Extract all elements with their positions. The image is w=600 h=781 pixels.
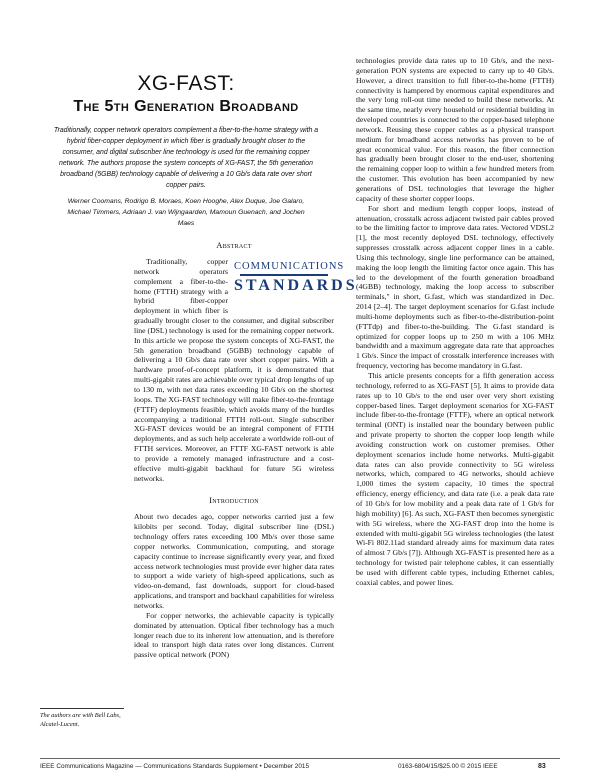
logo-bottom-text: STANDARDS — [234, 277, 358, 294]
body-paragraph-2: For short and medium length copper loops, instead of attenuation, crosstalk across adjacent twisted pair cables proved to be the limiting factor to improve data rates. Vectored VDSL2 [1], the most recently deployed DSL technology, effectively suppresses crosstalk across adjacent copper lines in a cable. Using this technology, single line performance can be attained, making the loop length the limiting factor once again. This has led to the development of the fourth generation broadband (4GBB) technology, making the loop access to subscriber terminals," in short, G.fast, which was standardized in Dec. 2014 [2–4]. The target deployment scenarios for G.fast include multi-home deployments such as fiber-to-the-distribution-point (FTTdp) and fiber-to-the-building. The G.fast standard is optimized for copper loops up to 250 m with a 106 MHz bandwidth and a maximum aggregate data rate that approaches 1 Gb/s. Since the impact of crosstalk interference increases with frequency, vectoring has become mandatory in G.fast. — [356, 203, 554, 371]
footer-journal: IEEE Communications Magazine — Communications Standards Supplement • December 2015 — [40, 763, 309, 770]
body-paragraph-1: technologies provide data rates up to 10 Gb/s, and the next-generation PON systems are expected to carry up to 40 Gb/s. However, a direct transition to full fiber-to-the-home (FTTH) connectivity is hampered by enormous capital expenditures and the very long roll-out time needed to build these networks. At the same time, nearly every household or residential building in developed countries is connected to the copper-based telephone network. Reusing these copper cables as a physical transport medium for broadband access networks has proven to be of great economical value. For this reason, the fiber connection has gradually been brought closer to the end-user, shortening the remaining copper loop to within a few hundred meters from the customer. This evolution has been accompanied by new generations of DSL technologies that leverage the higher capacity of these shorter copper loops. — [356, 56, 554, 203]
article-subtitle: The 5th Generation Broadband — [73, 98, 299, 115]
author-list: Werner Coomans, Rodrigo B. Moraes, Koen Hooghe, Alex Duque, Joe Galaro, Michael Timmers, Adriaan J. van Wijngaarden, Mamoun Guenach, and Jochen Maes — [67, 198, 305, 227]
logo-divider — [240, 274, 328, 276]
author-affiliation-footnote: The authors are with Bell Labs, Alcatel-Lucent. — [40, 712, 121, 728]
title-block — [40, 72, 332, 118]
margin-column — [40, 240, 124, 740]
communications-standards-logo — [234, 260, 358, 310]
abstract-text: Traditionally, copper network operators complement a fiber-to-the-home (FTTH) strategy with a hybrid fiber-copper deployment in which fiber is gradually brought closer to the consumer, and digital subscriber line (DSL) technology is used for the remaining copper network. In this article we propose the system concepts of XG-FAST, the 5th generation broadband (5GBB) technology capable of delivering a 10 Gb/s data rate over short copper pairs. With a hardware proof-of-concept platform, it is demonstrated that multi-gigabit rates are achievable over typical drop lengths of up to 130 m, with net data rates exceeding 10 Gb/s on the shortest loops. The XG-FAST technology will make fiber-to-the-frontage (FTTF) deployments feasible, which avoids many of the hurdles accompanying a traditional FTTH roll-out. Single subscriber XG-FAST devices would be an integral component of FTTH deployments, and as such help accelerate a worldwide roll-out of FTTH services. Moreover, an FTTF XG-FAST network is able to provide a remotely managed infrastructure and a cost-effective multi-gigabit backhaul for future 5G wireless networks. — [134, 257, 334, 483]
footer-copyright: 0163-6804/15/$25.00 © 2015 IEEE — [398, 763, 498, 770]
lead-summary: Traditionally, copper network operators complement a fiber-to-the-home strategy with a hybrid fiber-copper deployment in which fiber is gradually brought closer to the consumer, and digital subscriber line technology is used for the remaining copper network. The authors propose the system concepts of XG-FAST, the 5th generation broadband (5GBB) technology capable of delivering a 10 Gb/s data rate over short copper pairs. — [53, 127, 319, 189]
abstract-heading: Abstract — [216, 240, 252, 250]
intro-paragraph-2: For copper networks, the achievable capacity is typically dominated by attenuation. Optical fiber technology has a much longer reach due to its inherent low attenuation, and is therefore ideal to transport high data rates over long distances. Current passive optical network (PON) — [134, 610, 334, 660]
footnote-divider — [40, 708, 124, 709]
left-column — [134, 240, 358, 660]
logo-top-text: COMMUNICATIONS — [234, 261, 345, 272]
introduction-heading: Introduction — [209, 495, 259, 506]
article-title: XG-FAST: — [137, 72, 235, 95]
right-column — [356, 56, 554, 588]
footer-divider — [40, 758, 560, 759]
page-number: 83 — [538, 763, 546, 770]
body-paragraph-3: This article presents concepts for a fifth generation access technology, referred to as XG-FAST [5]. It aims to provide data rates up to 10 Gb/s to the end user over very short existing copper-based lines. Target deployment scenarios for XG-FAST include fiber-to-the-frontage (FTTF), where an optical network terminal (ONT) is installed near the boundary between public and private property to shorten the copper loop length while avoiding construction work on customer premises. Other deployment scenarios include home networks. Multi-gigabit data rates can also provide connectivity to 5G wireless networks, which, compared to 4G networks, should achieve 1,000 times the system capacity, 10 times the spectral efficiency, energy efficiency, and data rate (i.e. a peak data rate of 10 Gb/s for low mobility and a peak data rate of 1 Gb/s for high mobility) [6]. As such, XG-FAST then becomes synergistic with 5G wireless, where the XG-FAST drop into the home is extended with multi-gigabit 5G wireless technologies (the latest Wi-Fi 802.11ad standard already aims for maximum data rates of almost 7 Gb/s [7]). Although XG-FAST is presented here as a technology for twisted pair telephone cables, it can essentially be used with different cable types, including Ethernet cables, coaxial cables, and power lines. — [356, 371, 554, 587]
intro-paragraph-1: About two decades ago, copper networks carried just a few kilobits per second. Today, digital subscriber line (DSL) technology offers rates exceeding 100 Mb/s over those same copper networks. Communication, computing, and storage capacity continue to increase significantly every year, and fixed access network technologies must provide ever higher data rates to support a wide variety of high-speed applications, such as video-on-demand, fast downloads, support for cloud-based applications, and transport and backhaul capabilities for wireless networks. — [134, 512, 334, 610]
